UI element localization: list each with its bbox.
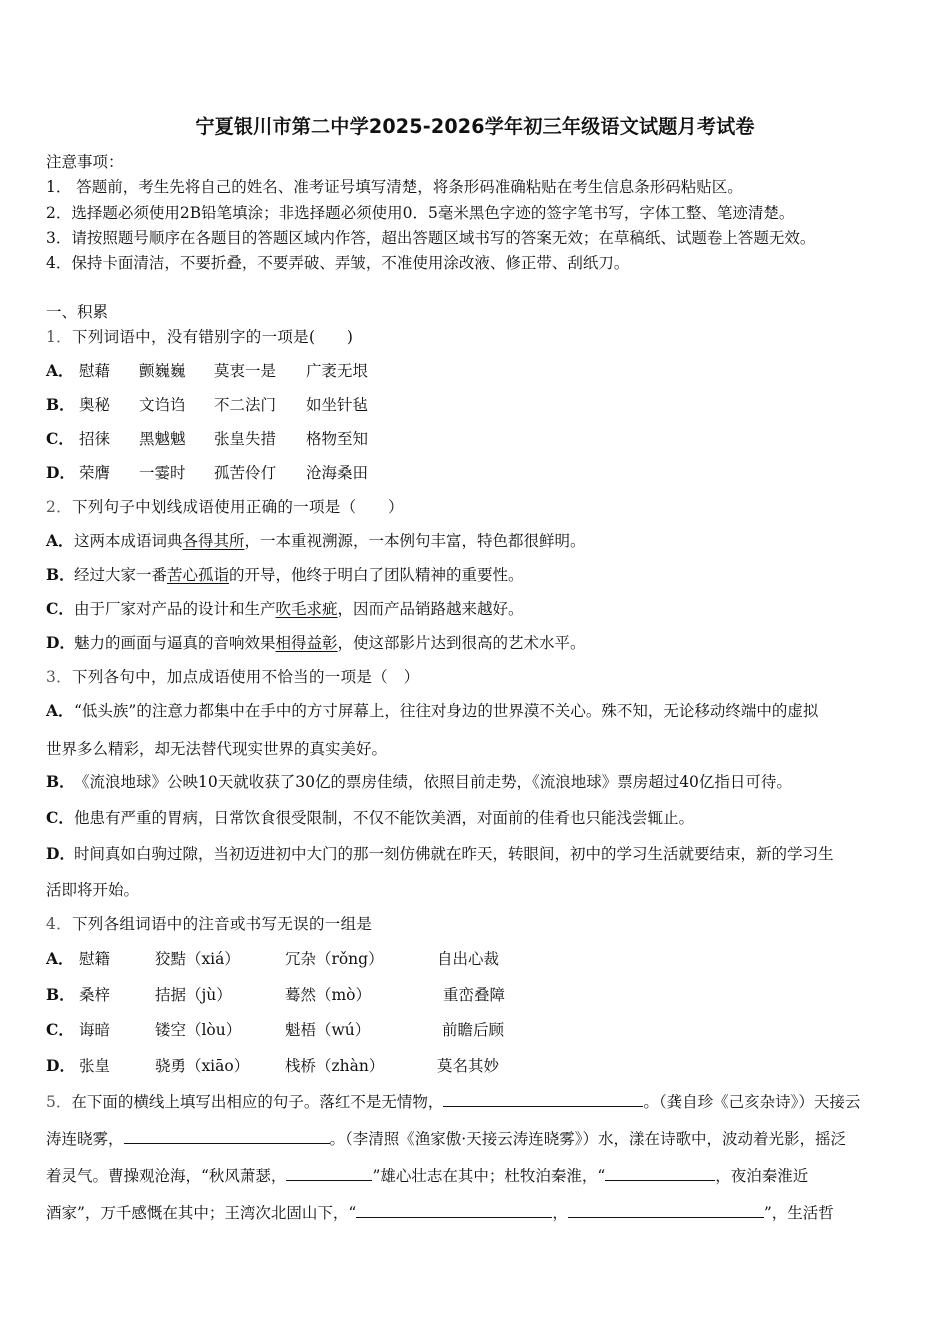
option-word: 诲暗 (78, 1021, 110, 1039)
option-word: 奥秘 (78, 396, 110, 414)
option-label: C． (46, 1020, 74, 1039)
notice-heading: 注意事项： (46, 153, 124, 171)
option-word: 张皇 (78, 1057, 110, 1075)
option-label: C． (46, 808, 74, 827)
option-word: 莫衷一是 (213, 362, 276, 380)
option-label: D． (46, 463, 75, 482)
option-text: 的开导，他终于明白了团队精神的重要性。 (229, 566, 524, 584)
option-word: 张皇失措 (213, 430, 276, 448)
answer-blank[interactable] (286, 1166, 372, 1181)
question-1 (46, 327, 353, 347)
question-number: 1． (46, 328, 72, 346)
option-text: 这两本成语词典 (74, 532, 183, 550)
option-word: 孤苦伶仃 (213, 464, 276, 482)
option-label: A． (46, 361, 74, 380)
option-word: 沧海桑田 (305, 464, 368, 482)
q1-option-a (46, 361, 368, 381)
question-5-line-4 (46, 1203, 834, 1223)
question-number: 4． (46, 915, 72, 933)
q5-text: ， (552, 1204, 568, 1222)
option-word: 镂空（lòu） (154, 1021, 242, 1039)
option-text: 他患有严重的胃病，日常饮食很受限制，不仅不能饮美酒，对面前的佳肴也只能浅尝辄止。 (74, 809, 695, 827)
q1-option-d (46, 463, 368, 483)
question-5-line-2 (46, 1129, 846, 1149)
option-text: 由于厂家对产品的设计和生产 (74, 600, 276, 618)
q5-text: 在下面的横线上填写出相应的句子。落红不是无情物， (71, 1093, 444, 1111)
question-number: 5． (46, 1093, 72, 1111)
option-word: 骁勇（xiāo） (154, 1057, 250, 1075)
answer-blank[interactable] (124, 1129, 330, 1144)
option-word: 不二法门 (213, 396, 276, 414)
underlined-idiom: 各得其所 (182, 532, 245, 550)
option-label: D． (46, 633, 75, 652)
q1-option-b (46, 395, 368, 415)
q3-option-a (46, 701, 818, 721)
underlined-idiom: 吹毛求疵 (275, 600, 338, 618)
option-word: 招徕 (78, 430, 110, 448)
option-label: C． (46, 429, 74, 448)
option-word: 一霎时 (138, 464, 186, 482)
option-word: 如坐针毡 (305, 396, 368, 414)
option-label: C． (46, 599, 74, 618)
question-stem: 下列各组词语中的注音或书写无误的一组是 (71, 915, 373, 933)
question-stem: 下列句子中划线成语使用正确的一项是（ ） (71, 498, 404, 516)
option-word: 拮据（jù） (154, 986, 232, 1004)
option-word: 莫名其妙 (436, 1057, 499, 1075)
option-label: D． (46, 844, 75, 863)
option-label: B． (46, 772, 75, 791)
q3-option-b (46, 772, 792, 792)
notice-item-2: 2．选择题必须使用2B铅笔填涂；非选择题必须使用0．5毫米黑色字迹的签字笔书写，字体工整、笔迹清楚。 (46, 204, 795, 222)
option-label: B． (46, 565, 75, 584)
option-word: 魁梧（wú） (284, 1021, 371, 1039)
q5-text: ”，生活哲 (763, 1204, 834, 1222)
question-stem: 下列词语中，没有错别字的一项是( ) (71, 328, 354, 346)
option-word: 栈桥（zhàn） (284, 1057, 385, 1075)
option-word: 前瞻后顾 (441, 1021, 504, 1039)
question-5-line-3 (46, 1166, 808, 1186)
option-label: B． (46, 395, 75, 414)
q5-text: 。（李清照《渔家傲·天接云涛连晓雾》）水，漾在诗歌中，波动着光影，摇泛 (329, 1130, 846, 1148)
question-5-line-1 (46, 1092, 860, 1112)
option-text: ，一本重视溯源，一本例句丰富，特色都很鲜明。 (244, 532, 586, 550)
notice-item-3: 3．请按照题号顺序在各题目的答题区域内作答，超出答题区域书写的答案无效；在草稿纸、试题卷上答题无效。 (46, 229, 816, 247)
question-number: 2． (46, 498, 72, 516)
q3-option-c (46, 808, 694, 828)
question-4 (46, 914, 372, 934)
option-word: 重峦叠障 (442, 986, 505, 1004)
q5-text: 着灵气。曹操观沧海，“秋风萧瑟， (46, 1167, 287, 1185)
question-2 (46, 497, 404, 517)
answer-blank[interactable] (605, 1166, 715, 1181)
option-word: 桑梓 (78, 986, 110, 1004)
option-text: ，因而产品销路越来越好。 (337, 600, 524, 618)
option-label: D． (46, 1056, 75, 1075)
underlined-idiom: 相得益彰 (275, 634, 338, 652)
option-text: ，使这部影片达到很高的艺术水平。 (337, 634, 586, 652)
underlined-idiom: 苦心孤诣 (167, 566, 230, 584)
option-word: 慰藉 (78, 362, 110, 380)
q1-option-c (46, 429, 368, 449)
q5-text: 涛连晓雾， (46, 1130, 124, 1148)
q4-option-c (46, 1020, 504, 1040)
page-title: 宁夏银川市第二中学2025-2026学年初三年级语文试题月考试卷 (195, 115, 755, 138)
answer-blank[interactable] (443, 1092, 643, 1107)
option-word: 黑魆魆 (138, 430, 186, 448)
option-text: 时间真如白驹过隙，当初迈进初中大门的那一刻仿佛就在昨天，转眼间，初中的学习生活就要结束，新的学习生 (74, 845, 834, 863)
q5-text: ”雄心壮志在其中；杜牧泊秦淮，“ (372, 1167, 606, 1185)
option-text: 魅力的画面与逼真的音响效果 (74, 634, 276, 652)
question-number: 3． (46, 668, 72, 686)
section-heading: 一、积累 (46, 303, 109, 321)
q5-text: ，夜泊秦淮近 (715, 1167, 809, 1185)
answer-blank[interactable] (356, 1203, 552, 1218)
question-3 (46, 667, 420, 687)
option-word: 慰籍 (78, 950, 110, 968)
option-text: 《流浪地球》公映10天就收获了30亿的票房佳绩，依照目前走势，《流浪地球》票房超过40亿指日可待。 (74, 773, 792, 791)
question-stem: 下列各句中，加点成语使用不恰当的一项是（ ） (71, 668, 420, 686)
notice-item-1: 1． 答题前，考生先将自己的姓名、准考证号填写清楚，将条形码准确粘贴在考生信息条形码粘贴区。 (46, 178, 743, 196)
option-word: 自出心裁 (436, 950, 499, 968)
option-label: B． (46, 985, 75, 1004)
option-word: 格物至知 (305, 430, 368, 448)
q3-option-a-cont: 世界多么精彩，却无法替代现实世界的真实美好。 (46, 740, 388, 758)
option-label: A． (46, 701, 74, 720)
q4-option-b (46, 985, 505, 1005)
q5-text: 酒家”，万千感慨在其中；王湾次北固山下，“ (46, 1204, 357, 1222)
option-text: “低头族”的注意力都集中在手中的方寸屏幕上，往往对身边的世界漠不关心。殊不知，无论移动终端中的虚拟 (74, 702, 819, 720)
option-label: A． (46, 949, 74, 968)
q2-option-b (46, 565, 524, 585)
q4-option-a (46, 949, 499, 969)
option-word: 冗杂（rǒng） (284, 950, 384, 968)
q2-option-c (46, 599, 524, 619)
option-text: 经过大家一番 (74, 566, 168, 584)
option-label: A． (46, 531, 74, 550)
answer-blank[interactable] (568, 1203, 764, 1218)
option-word: 广袤无垠 (305, 362, 368, 380)
q5-text: 。（龚自珍《己亥杂诗》）天接云 (643, 1093, 861, 1111)
q4-option-d (46, 1056, 499, 1076)
q3-option-d-cont: 活即将开始。 (46, 881, 140, 899)
option-word: 荣膺 (78, 464, 110, 482)
option-word: 蓦然（mò） (284, 986, 371, 1004)
q2-option-a (46, 531, 586, 551)
option-word: 狡黠（xiá） (154, 950, 240, 968)
option-word: 文诌诌 (138, 396, 186, 414)
q2-option-d (46, 633, 586, 653)
notice-item-4: 4．保持卡面清洁，不要折叠，不要弄破、弄皱，不准使用涂改液、修正带、刮纸刀。 (46, 254, 630, 272)
q3-option-d (46, 844, 834, 864)
option-word: 颤巍巍 (138, 362, 186, 380)
